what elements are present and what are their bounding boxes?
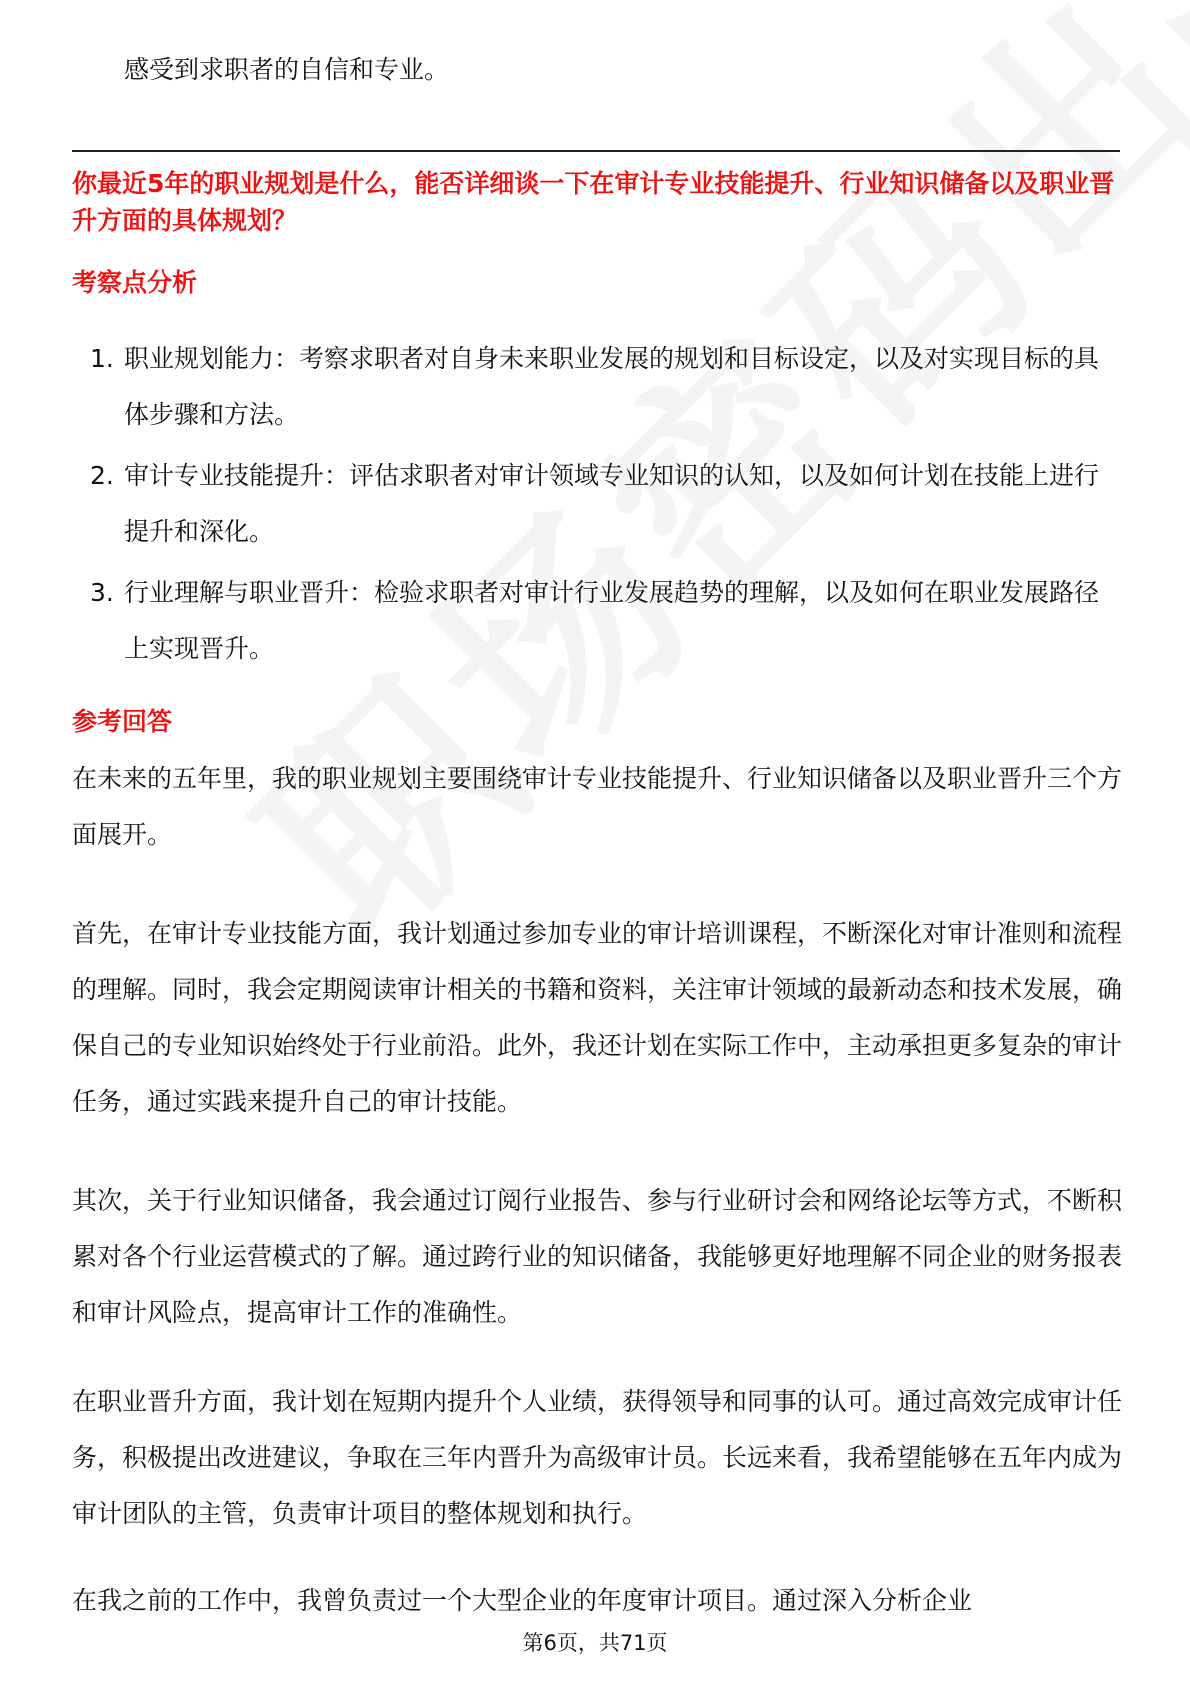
continuation-text: 感受到求职者的自信和专业。 (124, 55, 450, 84)
answer-heading: 参考回答 (72, 707, 173, 736)
list-number: 2. (90, 461, 114, 490)
page-footer: 第6页，共71页 (522, 1631, 668, 1655)
list-number: 1. (90, 344, 114, 373)
question-title: 你最近5年的职业规划是什么，能否详细谈一下在审计专业技能提升、行业知识储备以及职业晋升方面的具体规划？ (72, 169, 1115, 235)
answer-paragraph: 在未来的五年里，我的职业规划主要围绕审计专业技能提升、行业知识储备以及职业晋升三个方面展开。 (72, 764, 1123, 849)
analysis-item (72, 448, 1122, 560)
analysis-item-text: 职业规划能力：考察求职者对自身未来职业发展的规划和目标设定，以及对实现目标的具体步骤和方法。 (124, 344, 1100, 429)
analysis-list (72, 331, 1122, 682)
analysis-item-text: 审计专业技能提升：评估求职者对审计领域专业知识的认知，以及如何计划在技能上进行提升和深化。 (124, 461, 1100, 546)
answer-paragraph: 在职业晋升方面，我计划在短期内提升个人业绩，获得领导和同事的认可。通过高效完成审计任务，积极提出改进建议，争取在三年内晋升为高级审计员。长远来看，我希望能够在五年内成为审计团队的主管，负责审计项目的整体规划和执行。 (72, 1387, 1123, 1528)
analysis-item-text: 行业理解与职业晋升：检验求职者对审计行业发展趋势的理解，以及如何在职业发展路径上实现晋升。 (124, 578, 1100, 663)
analysis-heading: 考察点分析 (72, 268, 198, 297)
answer-paragraph: 其次，关于行业知识储备，我会通过订阅行业报告、参与行业研讨会和网络论坛等方式，不断积累对各个行业运营模式的了解。通过跨行业的知识储备，我能够更好地理解不同企业的财务报表和审计风险点，提高审计工作的准确性。 (72, 1186, 1123, 1327)
analysis-item (72, 565, 1122, 677)
analysis-item (72, 331, 1122, 443)
answer-paragraph: 在我之前的工作中，我曾负责过一个大型企业的年度审计项目。通过深入分析企业 (72, 1586, 973, 1615)
divider (72, 150, 1120, 152)
list-number: 3. (90, 578, 114, 607)
answer-paragraph: 首先，在审计专业技能方面，我计划通过参加专业的审计培训课程，不断深化对审计准则和流程的理解。同时，我会定期阅读审计相关的书籍和资料，关注审计领域的最新动态和技术发展，确保自己的专业知识始终处于行业前沿。此外，我还计划在实际工作中，主动承担更多复杂的审计任务，通过实践来提升自己的审计技能。 (72, 919, 1123, 1116)
